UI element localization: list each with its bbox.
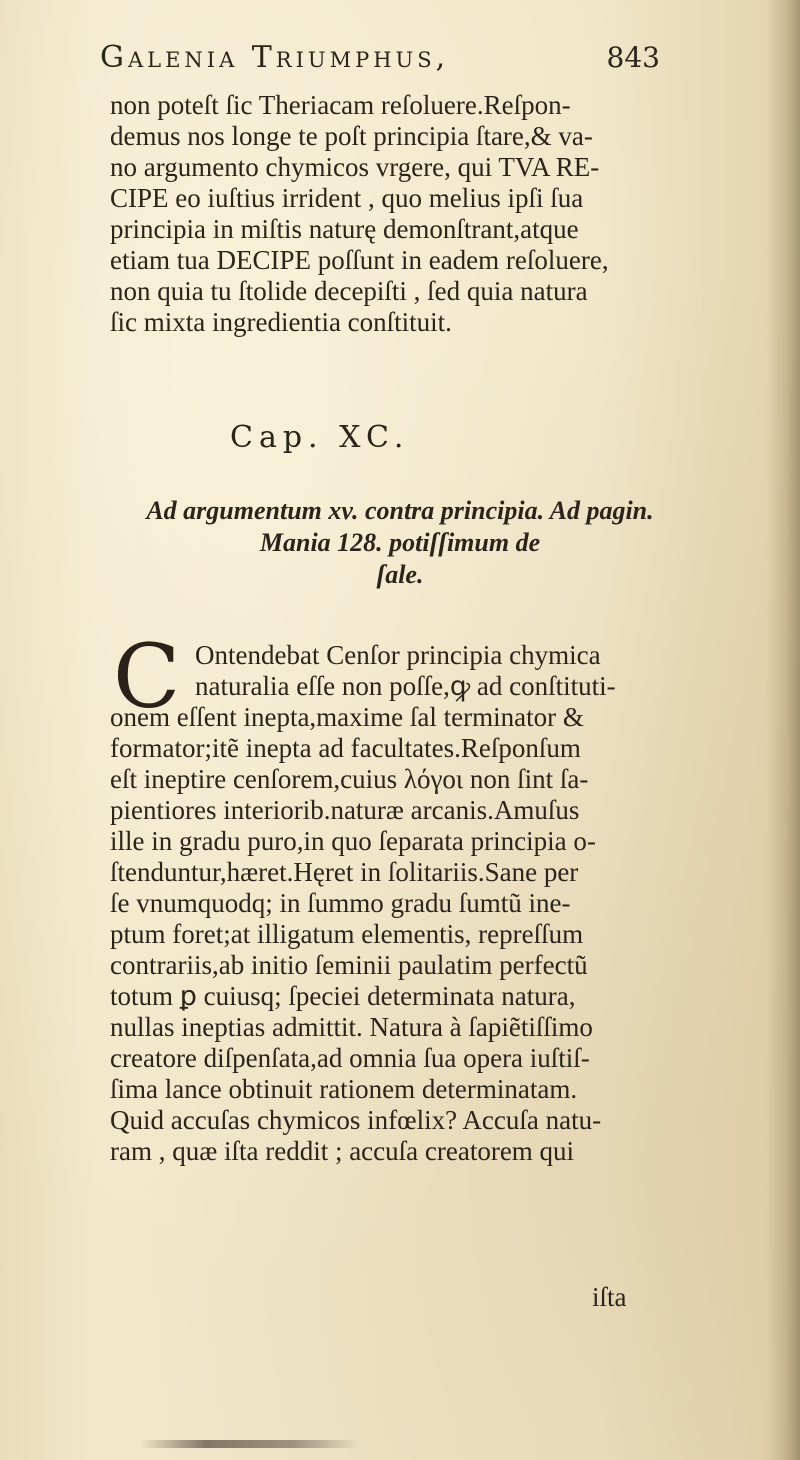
text-line: creatore diſpenſata,ad omnia ſua opera iuſtiſ- (110, 1043, 590, 1073)
text-line: ſima lance obtinuit rationem determinatam. (110, 1074, 578, 1104)
text-line: ſe vnumquodq; in ſummo gradu ſumtũ ine- (110, 888, 571, 918)
ink-smudge (140, 1440, 360, 1448)
running-title: Galenia Triumphus, (100, 40, 450, 75)
text-line: Ontendebat Cenſor principia chymica (195, 640, 601, 670)
text-line: etiam tua DECIPE poſſunt in eadem reſoluere, (110, 245, 609, 275)
subtitle-line: Ad argumentum xv. contra principia. Ad pagin. (146, 496, 654, 525)
text-line: Quid accuſas chymicos infœlix? Accuſa natu- (110, 1105, 602, 1135)
text-line: principia in miſtis naturę demonſtrant,atque (110, 214, 579, 244)
subtitle-line: ſale. (376, 560, 424, 589)
text-line: pientiores interiorib.naturæ arcanis.Amuſus (110, 795, 580, 825)
text-line: ſic mixta ingredientia conſtituit. (110, 307, 452, 337)
drop-cap: C (113, 625, 181, 728)
text-line: no argumento chymicos vrgere, qui TVA RE- (110, 152, 600, 182)
chapter-heading: Cap. XC. (230, 420, 410, 455)
page-number: 843 (606, 41, 660, 74)
text-line: non quia tu ſtolide decepiſti , ſed quia natura (110, 276, 588, 306)
text-line: CIPE eo iuſtius irrident , quo melius ipſi ſua (110, 183, 584, 213)
paragraph-1 (110, 90, 650, 338)
text-line: naturalia eſſe non poſſe,ꝙ ad conſtituti- (195, 671, 616, 701)
text-line: nullas ineptias admittit. Natura à ſapiẽtiſſimo (110, 1012, 593, 1042)
text-line: formator;itẽ inepta ad facultates.Reſponſum (110, 733, 581, 763)
text-line: totum ꝑ cuiusq; ſpeciei determinata natura, (110, 981, 576, 1011)
text-line: ille in gradu puro,in quo ſeparata principia o- (110, 826, 596, 856)
text-line: non poteſt ſic Theriacam reſoluere.Reſpon- (110, 90, 571, 120)
running-head (100, 40, 660, 90)
text-line: onem eſſent inepta,maxime ſal terminator & (110, 702, 584, 732)
text-line: ram , quæ iſta reddit ; accuſa creatorem qui (110, 1136, 575, 1166)
text-line: contrariis,ab initio ſeminii paulatim perfectũ (110, 950, 588, 980)
paragraph-2 (110, 640, 650, 1167)
page-edge-shadow (766, 0, 800, 1460)
text-line: ptum foret;at illigatum elementis, repreſſum (110, 919, 584, 949)
text-line: eſt ineptire cenſorem,cuius λόγοι non ſint ſa- (110, 764, 589, 794)
chapter-subtitle (100, 495, 700, 591)
catchword: iſta (592, 1282, 627, 1312)
text-line: demus nos longe te poſt principia ſtare,& va- (110, 121, 593, 151)
subtitle-line: Mania 128. potiſſimum de (259, 528, 541, 557)
text-line: ſtenduntur,hæret.Hęret in ſolitariis.Sane per (110, 857, 579, 887)
